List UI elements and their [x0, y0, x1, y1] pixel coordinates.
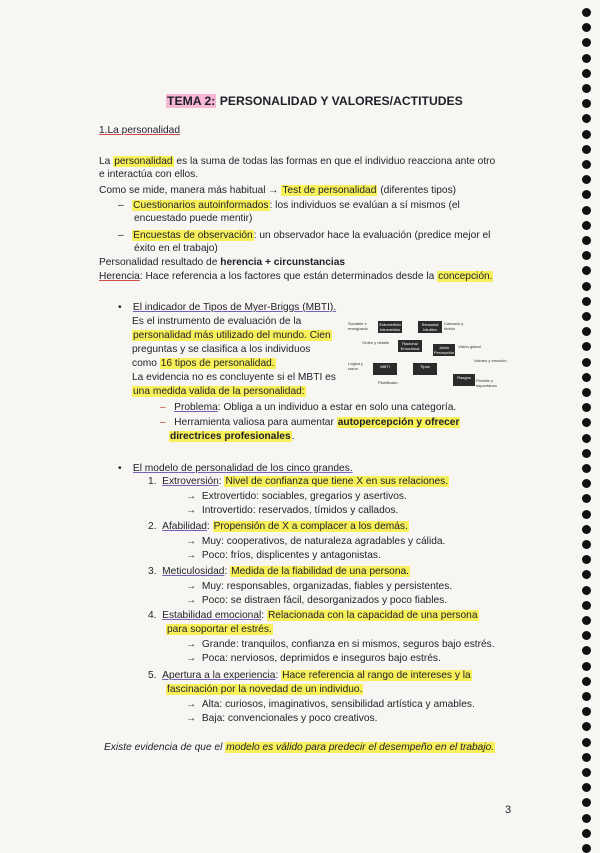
keyword: autopercepción y ofrecer [337, 417, 460, 428]
keyword: una medida valida de la personalidad: [133, 386, 305, 397]
text: es la suma de todas las formas en que el individuo reacciona ante otro [176, 156, 496, 167]
trait-subitem [186, 549, 381, 562]
text: La [99, 156, 111, 167]
spiral-hole [582, 236, 591, 245]
spiral-hole [582, 358, 591, 367]
trait-desc: Hace referencia al rango de intereses y la [282, 670, 471, 681]
spiral-hole [582, 266, 591, 275]
spiral-hole [582, 114, 591, 123]
text: (diferentes tipos) [380, 185, 457, 196]
spiral-hole [582, 479, 591, 488]
spiral-hole [582, 297, 591, 306]
keyword: Test de personalidad [282, 185, 377, 196]
intro-line-1 [99, 155, 495, 168]
arrow-icon: → [186, 699, 202, 710]
spiral-hole [582, 418, 591, 427]
arrow-icon: → [186, 505, 202, 516]
spiral-hole [582, 586, 591, 595]
intro-line-5 [99, 270, 493, 283]
spiral-hole [582, 510, 591, 519]
arrow-icon: → [186, 536, 202, 547]
text: Como se mide, manera más habitual → [99, 185, 279, 196]
dash-item-2 [118, 229, 490, 242]
spiral-hole [582, 84, 591, 93]
text: : Hace referencia a los factores que están determinados desde la [139, 271, 435, 282]
subitem-text: Poco: se distraen fácil, desorganizados y poco fiables. [201, 595, 448, 606]
spiral-hole [582, 145, 591, 154]
text: : un observador hace la evaluación (predice mejor el [253, 230, 491, 241]
trait-name: Meticulosidad [162, 566, 225, 577]
dash-item-1 [118, 199, 460, 212]
trait-subitem [186, 698, 475, 711]
trait-subitem [186, 535, 445, 548]
spiral-hole [582, 38, 591, 47]
mbti-sub-2-cont [169, 430, 294, 443]
text: Personalidad resultado de [99, 257, 218, 268]
keyword: Cuestionarios autoinformados [133, 200, 269, 211]
keyword: personalidad [114, 156, 173, 167]
subitem-text: Introvertido: reservados, tímidos y callados. [201, 505, 399, 516]
intro-line-3 [99, 184, 456, 197]
diagram-label: Calmado y tímido [444, 321, 464, 331]
keyword: personalidad más utilizado del mundo. Cien [133, 330, 331, 341]
subitem-text: Poca: nerviosos, deprimidos e inseguros bajo estrés. [201, 653, 441, 664]
spiral-hole [582, 692, 591, 701]
spiral-hole [582, 662, 591, 671]
mbti-heading [118, 301, 336, 314]
subitem-text: Muy: responsables, organizadas, fiables y persistentes. [201, 581, 453, 592]
spiral-hole [582, 282, 591, 291]
diagram-box: Extrovertido Introvertido [379, 322, 401, 332]
keyword: Problema [174, 402, 218, 413]
text: : los individuos se evalúan a sí mismos (el [269, 200, 460, 211]
spiral-hole [582, 540, 591, 549]
mbti-line-4 [132, 357, 276, 370]
spiral-hole [582, 646, 591, 655]
mbti-sub-1 [160, 401, 456, 414]
mbti-line-3: preguntas y se clasifica a los individuos [132, 344, 311, 355]
item-number: 2. [148, 521, 157, 532]
keyword: modelo es válido para predecir el desempeño en el trabajo. [226, 742, 495, 753]
trait-name: Apertura a la experiencia [162, 670, 276, 681]
spiral-hole [582, 327, 591, 336]
diagram-label: Planificado [378, 380, 398, 385]
trait-subitem [186, 712, 377, 725]
spiral-hole [582, 160, 591, 169]
diagram-box: Rasgos [453, 374, 475, 386]
diagram-box: Racional Emocional [398, 340, 422, 352]
mbti-line-6 [132, 385, 306, 398]
keyword: herencia + circunstancias [220, 257, 346, 268]
mbti-diagram [348, 318, 508, 394]
arrow-icon: → [186, 713, 202, 724]
spiral-hole [582, 707, 591, 716]
trait-subitem [186, 504, 398, 517]
dash: – [118, 200, 130, 211]
bullet: • [118, 302, 131, 313]
big5-item: 5. Apertura a la experiencia: Hace referencia al rango de intereses y la [148, 670, 471, 681]
bullet: • [118, 463, 131, 474]
big5-item: 4. Estabilidad emocional: Relacionada con la capacidad de una persona [148, 610, 478, 621]
keyword: Herencia [99, 271, 140, 282]
spiral-hole [582, 783, 591, 792]
spiral-hole [582, 190, 591, 199]
item-number: 4. [148, 610, 157, 621]
item-number: 3. [148, 566, 157, 577]
trait-subitem [186, 490, 407, 503]
diagram-box: Tipos [413, 363, 437, 375]
spiral-hole [582, 206, 591, 215]
spiral-hole [582, 814, 591, 823]
spiral-hole [582, 69, 591, 78]
spiral-hole [582, 631, 591, 640]
mbti-title: El indicador de Tipos de Myer-Briggs (MBTI). [132, 302, 337, 313]
spiral-hole [582, 844, 591, 853]
spiral-hole [582, 388, 591, 397]
spiral-hole [582, 677, 591, 686]
spiral-hole [582, 434, 591, 443]
spiral-hole [582, 798, 591, 807]
trait-subitem [186, 652, 441, 665]
spiral-hole [582, 221, 591, 230]
arrow-icon: → [186, 550, 202, 561]
item-number: 5. [148, 670, 157, 681]
arrow-icon: → [186, 595, 202, 606]
trait-desc: para soportar el estrés. [167, 624, 272, 635]
spiral-hole [582, 722, 591, 731]
spiral-hole [582, 738, 591, 747]
big5-heading [118, 462, 353, 475]
big5-item: 1. Extroversión: Nivel de confianza que tiene X en sus relaciones. [148, 476, 449, 487]
keyword: concepción. [438, 271, 493, 282]
trait-desc-cont [166, 623, 273, 636]
keyword: 16 tipos de personalidad. [160, 358, 275, 369]
trait-desc: Nivel de confianza que tiene X en sus relaciones. [225, 476, 449, 487]
arrow-icon: → [186, 581, 202, 592]
dash-item-1-cont: encuestado puede mentir) [134, 213, 253, 224]
subitem-text: Baja: convencionales y poco creativos. [201, 713, 378, 724]
spiral-hole [582, 99, 591, 108]
page-number: 3 [505, 804, 512, 816]
dash: – [160, 417, 172, 428]
big5-title: El modelo de personalidad de los cinco grandes. [132, 463, 353, 474]
title-rest: PERSONALIDAD Y VALORES/ACTITUDES [219, 94, 463, 108]
page-title [166, 95, 463, 108]
subitem-text: Muy: cooperativos, de naturaleza agradables y cálida. [201, 536, 446, 547]
spiral-hole [582, 403, 591, 412]
trait-name: Afabilidad [162, 521, 207, 532]
text: Herramienta valiosa para aumentar [174, 417, 334, 428]
diagram-label: Sociable e energizado [348, 321, 368, 331]
spiral-hole [582, 601, 591, 610]
mbti-sub-2 [160, 416, 460, 429]
spiral-hole [582, 768, 591, 777]
spiral-hole [582, 342, 591, 351]
spiral-hole [582, 130, 591, 139]
spiral-hole [582, 373, 591, 382]
spiral-hole [582, 555, 591, 564]
diagram-label: Visión global [458, 344, 481, 349]
keyword: Encuestas de observación [133, 230, 253, 241]
text: Existe evidencia de que el [104, 742, 223, 753]
spiral-hole [582, 616, 591, 625]
big5-item: 3. Meticulosidad: Medida de la fiabilidad de una persona. [148, 566, 409, 577]
text: como [132, 358, 157, 369]
spiral-hole [582, 464, 591, 473]
spiral-hole [582, 54, 591, 63]
trait-subitem [186, 580, 452, 593]
diagram-label: Orden y detalle [362, 340, 390, 345]
intro-line-2: e interactúa con ellos. [99, 169, 199, 180]
dash: – [160, 402, 172, 413]
trait-desc: Medida de la fiabilidad de una persona. [231, 566, 409, 577]
dash-item-2-cont: éxito en el trabajo) [134, 243, 218, 254]
subitem-text: Poco: fríos, displicentes y antagonistas. [201, 550, 381, 561]
diagram-box: Juicio Percepción [434, 345, 455, 355]
arrow-icon: → [186, 491, 202, 502]
mbti-line-5: La evidencia no es concluyente si el MBTI es [132, 372, 336, 383]
spiral-hole [582, 829, 591, 838]
diagram-box: Sensorial Intuitivo [418, 321, 442, 333]
trait-subitem [186, 594, 447, 607]
dash: – [118, 230, 130, 241]
diagram-label: Lógica y razón [348, 361, 363, 371]
text: : Obliga a un individuo a estar en solo una categoría. [217, 402, 457, 413]
trait-desc: fascinación por la novedad de un individuo. [167, 684, 363, 695]
title-prefix: TEMA 2: [167, 94, 216, 108]
item-number: 1. [148, 476, 157, 487]
spiral-hole [582, 23, 591, 32]
period: . [291, 431, 295, 442]
mbti-line-1: Es el instrumento de evaluación de la [132, 316, 302, 327]
trait-desc: Propensión de X a complacer a los demás. [213, 521, 408, 532]
spiral-hole [582, 570, 591, 579]
big5-item: 2. Afabilidad: Propensión de X a complacer a los demás. [148, 521, 408, 532]
subitem-text: Alta: curiosos, imaginativos, sensibilidad artística y amables. [201, 699, 475, 710]
trait-subitem [186, 638, 495, 651]
mbti-line-2 [132, 329, 332, 342]
spiral-hole [582, 494, 591, 503]
diagram-box: MBTI [373, 363, 397, 375]
keyword: directrices profesionales [170, 431, 291, 442]
subitem-text: Extrovertido: sociables, gregarios y asertivos. [201, 491, 407, 502]
spiral-hole [582, 251, 591, 260]
subitem-text: Grande: tranquilos, confianza en si mismos, seguros bajo estrés. [201, 639, 495, 650]
spiral-hole [582, 8, 591, 17]
spiral-hole [582, 175, 591, 184]
spiral-hole [582, 753, 591, 762]
spiral-hole [582, 312, 591, 321]
conclusion [104, 741, 495, 754]
spiral-binding [582, 0, 594, 848]
spiral-hole [582, 525, 591, 534]
spiral-hole [582, 449, 591, 458]
trait-name: Estabilidad emocional [162, 610, 262, 621]
trait-name: Extroversión [162, 476, 219, 487]
diagram-label: Valores y emoción [474, 358, 507, 363]
intro-line-4 [99, 256, 345, 269]
arrow-icon: → [186, 653, 202, 664]
trait-desc: Relacionada con la capacidad de una persona [267, 610, 478, 621]
section-heading: 1.La personalidad [99, 125, 180, 136]
trait-desc-cont [166, 683, 363, 696]
arrow-icon: → [186, 639, 202, 650]
diagram-label: Flexible y espontáneo [476, 378, 497, 388]
